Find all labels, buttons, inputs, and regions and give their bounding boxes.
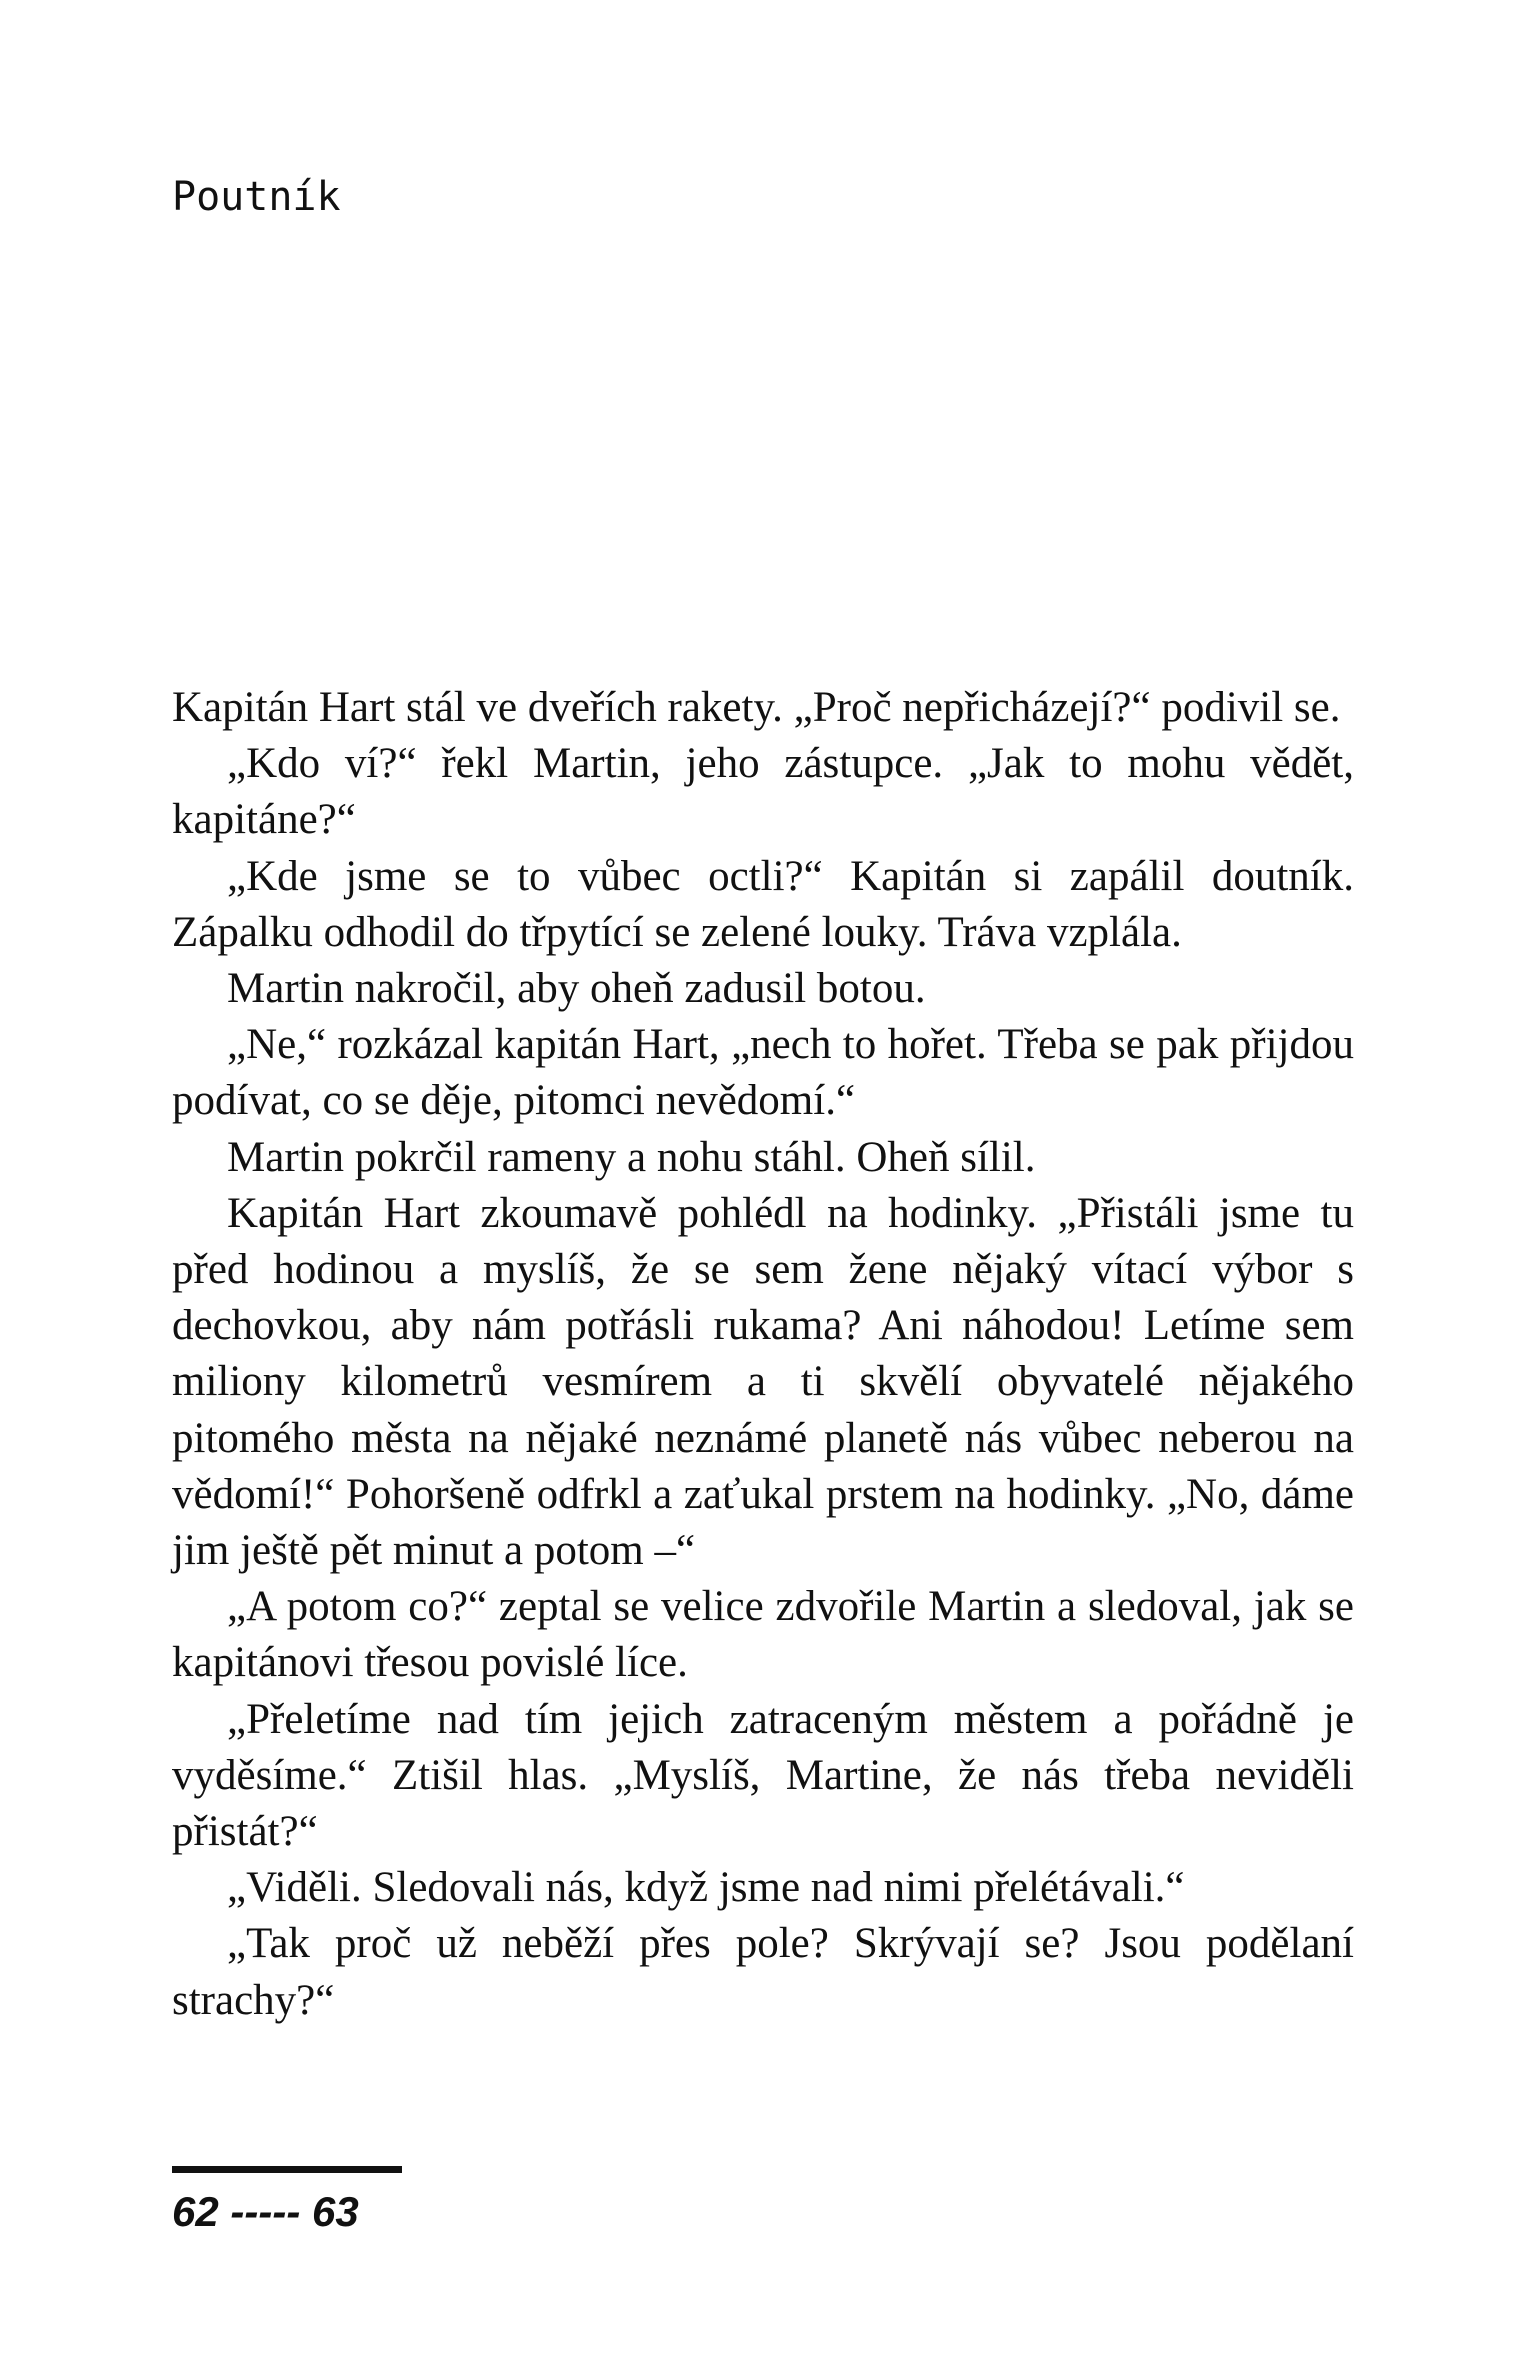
paragraph-3: „Kde jsme se to vůbec octli?“ Kapitán si zapálil doutník. Zápalku odhodil do třpytící se zelené louky. Tráva vzplála. [172, 852, 1354, 956]
paragraph-5: „Ne,“ rozkázal kapitán Hart, „nech to hořet. Třeba se pak přijdou podívat, co se děje, pitomci nevědomí.“ [172, 1021, 1354, 1125]
paragraph-8: „A potom co?“ zeptal se velice zdvořile Martin a sledoval, jak se kapitánovi třesou povislé líce. [172, 1583, 1354, 1687]
body-text [172, 680, 1354, 2029]
footer-rule [172, 2166, 402, 2173]
page-number: 62 ----- 63 [172, 2188, 359, 2235]
paragraph-6: Martin pokrčil rameny a nohu stáhl. Oheň sílil. [227, 1133, 1036, 1181]
paragraph-11: „Tak proč už neběží přes pole? Skrývají se? Jsou podělaní strachy?“ [172, 1920, 1354, 2024]
paragraph-9: „Přeletíme nad tím jejich zatraceným městem a pořádně je vyděsíme.“ Ztišil hlas. „Myslíš, Martine, že nás třeba neviděli přistát?“ [172, 1695, 1354, 1856]
paragraph-10: „Viděli. Sledovali nás, když jsme nad nimi přelétávali.“ [227, 1864, 1185, 1912]
chapter-title: Poutník [172, 174, 341, 220]
paragraph-7: Kapitán Hart zkoumavě pohlédl na hodinky. „Přistáli jsme tu před hodinou a myslíš, že se sem žene nějaký vítací výbor s dechovkou, aby nám potřásli rukama? Ani náhodou! Letíme sem miliony kilometrů vesmírem a ti skvělí obyvatelé nějakého pitomého města na nějaké neznámé planetě nás vůbec neberou na vědomí!“ Pohoršeně odfrkl a zaťukal prstem na hodinky. „No, dáme jim ještě pět minut a potom –“ [172, 1189, 1354, 1575]
paragraph-4: Martin nakročil, aby oheň zadusil botou. [227, 965, 926, 1013]
paragraph-1: Kapitán Hart stál ve dveřích rakety. „Proč nepřicházejí?“ podivil se. [172, 684, 1341, 731]
paragraph-2: „Kdo ví?“ řekl Martin, jeho zástupce. „Jak to mohu vědět, kapitáne?“ [172, 740, 1354, 844]
